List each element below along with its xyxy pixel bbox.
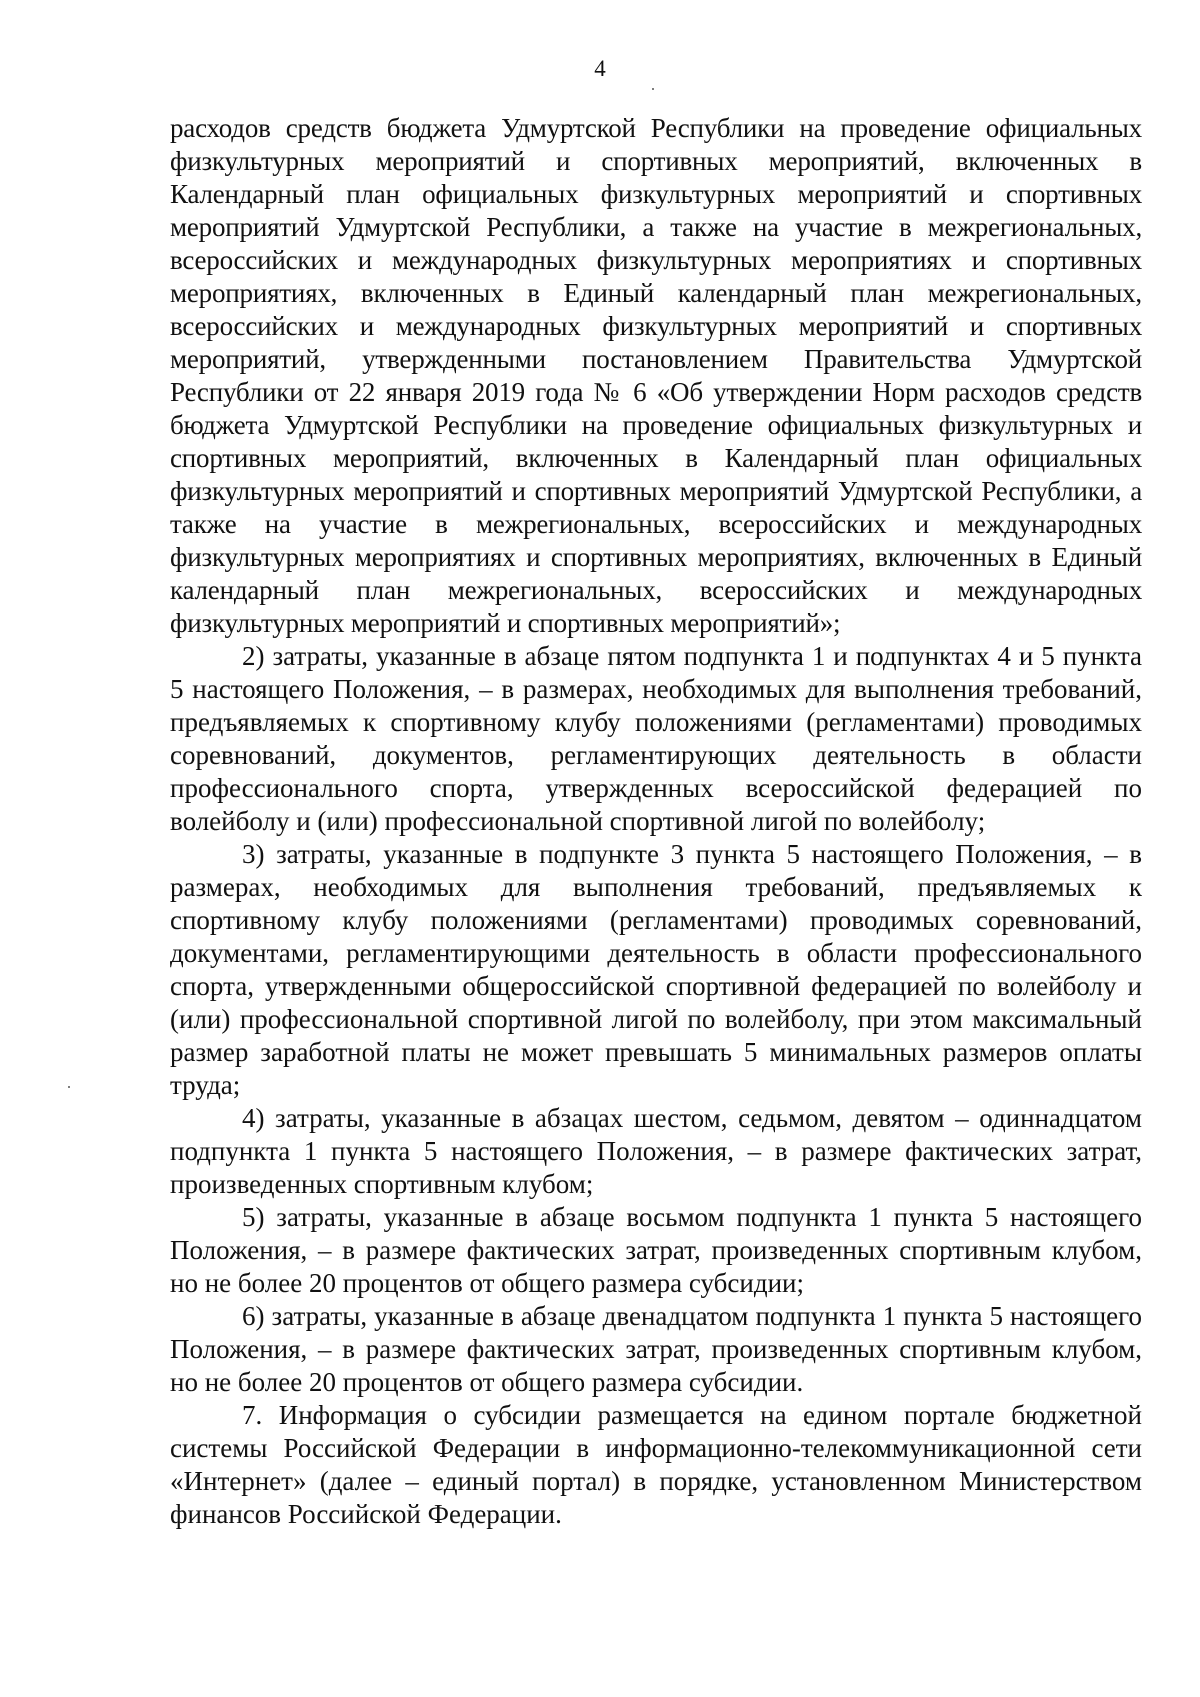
- paragraph-item-6: 6) затраты, указанные в абзаце двенадцатом подпункта 1 пункта 5 настоящего Положения, – в размере фактических затрат, произведенных спортивным клубом, но не более 20 процентов от общего размера субсидии.: [170, 1301, 1142, 1397]
- document-body: [170, 112, 1142, 1531]
- paragraph-item-7: 7. Информация о субсидии размещается на едином портале бюджетной системы Российской Федерации в информационно-телекоммуникационной сети «Интернет» (далее – единый портал) в порядке, установленном Министерством финансов Российской Федерации.: [170, 1400, 1142, 1529]
- page-number: 4: [594, 56, 606, 81]
- paragraph-item-4: 4) затраты, указанные в абзацах шестом, седьмом, девятом – одиннадцатом подпункта 1 пункта 5 настоящего Положения, – в размере фактических затрат, произведенных спортивным клубом;: [170, 1103, 1142, 1199]
- paragraph-item-2: 2) затраты, указанные в абзаце пятом подпункта 1 и подпунктах 4 и 5 пункта 5 настоящего Положения, – в размерах, необходимых для выполнения требований, предъявляемых к спортивному клубу положениями (регламентами) проводимых соревнований, документов, регламентирующих деятельность в области профессионального спорта, утвержденных всероссийской федерацией по волейболу и (или) профессиональной спортивной лигой по волейболу;: [170, 641, 1142, 836]
- paragraph-item-5: 5) затраты, указанные в абзаце восьмом подпункта 1 пункта 5 настоящего Положения, – в размере фактических затрат, произведенных спортивным клубом, но не более 20 процентов от общего размера субсидии;: [170, 1202, 1142, 1298]
- scan-speck: [652, 88, 654, 90]
- paragraph-continuation: расходов средств бюджета Удмуртской Республики на проведение официальных физкультурных мероприятий и спортивных мероприятий, включенных в Календарный план официальных физкультурных мероприятий и спортивных мероприятий Удмуртской Республики, а также на участие в межрегиональных, всероссийских и международных физкультурных мероприятиях и спортивных мероприятиях, включенных в Единый календарный план межрегиональных, всероссийских и международных физкультурных мероприятий и спортивных мероприятий, утвержденными постановлением Правительства Удмуртской Республики от 22 января 2019 года № 6 «Об утверждении Норм расходов средств бюджета Удмуртской Республики на проведение официальных физкультурных и спортивных мероприятий, включенных в Календарный план официальных физкультурных мероприятий и спортивных мероприятий Удмуртской Республики, а также на участие в межрегиональных, всероссийских и международных физкультурных мероприятиях и спортивных мероприятиях, включенных в Единый календарный план межрегиональных, всероссийских и международных физкультурных мероприятий и спортивных мероприятий»;: [170, 113, 1142, 638]
- scan-speck: [68, 1086, 70, 1088]
- paragraph-item-3: 3) затраты, указанные в подпункте 3 пункта 5 настоящего Положения, – в размерах, необходимых для выполнения требований, предъявляемых к спортивному клубу положениями (регламентами) проводимых соревнований, документами, регламентирующими деятельность в области профессионального спорта, утвержденными общероссийской спортивной федерацией по волейболу и (или) профессиональной спортивной лигой по волейболу, при этом максимальный размер заработной платы не может превышать 5 минимальных размеров оплаты труда;: [170, 839, 1142, 1100]
